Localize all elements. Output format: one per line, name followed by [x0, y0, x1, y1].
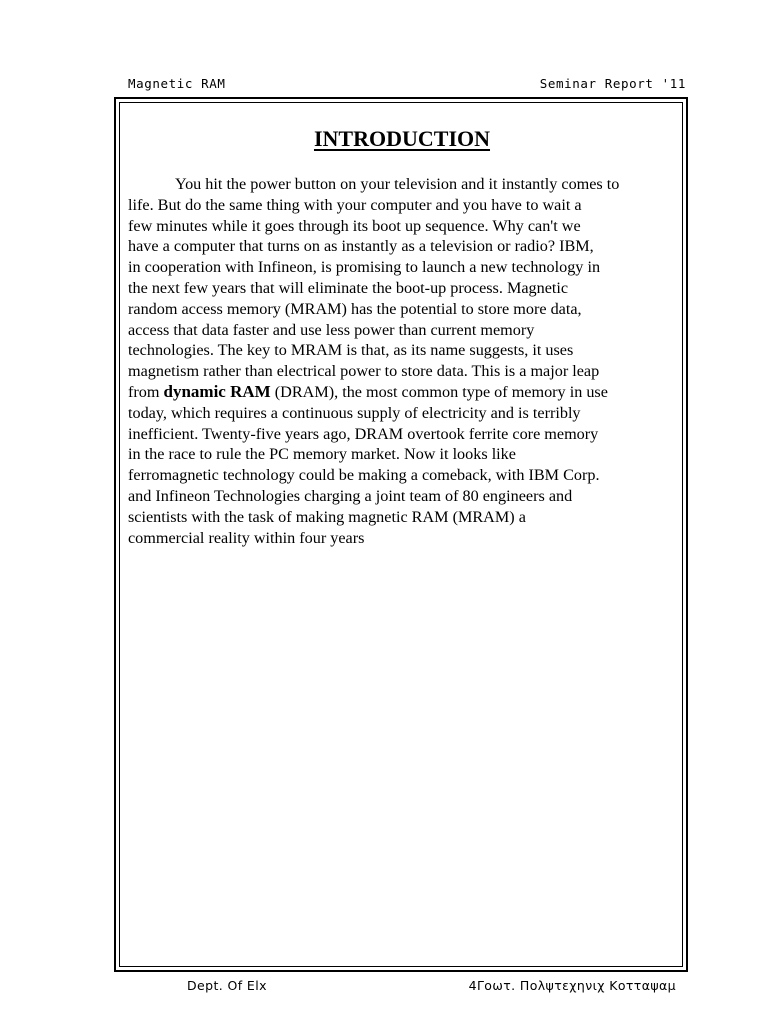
- paragraph-line: random access memory (MRAM) has the potential to store more data,: [128, 299, 582, 318]
- section-title: INTRODUCTION: [313, 126, 491, 151]
- paragraph-line: scientists with the task of making magnetic RAM (MRAM) a: [128, 507, 526, 526]
- term-suffix: (DRAM), the most common type of memory in use: [270, 382, 608, 401]
- paragraph-line: You hit the power button on your television and it instantly comes to: [175, 175, 620, 193]
- paragraph-line: inefficient. Twenty-five years ago, DRAM overtook ferrite core memory: [128, 424, 599, 443]
- paragraph-line: in cooperation with Infineon, is promising to launch a new technology in: [128, 258, 601, 277]
- paragraph-line: ferromagnetic technology could be making a comeback, with IBM Corp.: [128, 466, 600, 485]
- running-footer-college: 4Γοωτ. Πολψτεχηνιχ Κοτταψαμ: [468, 978, 676, 993]
- paragraph-line-with-term: [128, 382, 676, 403]
- running-footer-dept: Dept. Of Elx: [187, 978, 267, 993]
- paragraph-line: today, which requires a continuous supply of electricity and is terribly: [128, 403, 581, 422]
- paragraph-line: life. But do the same thing with your computer and you have to wait a: [128, 195, 582, 214]
- paragraph-line: in the race to rule the PC memory market. Now it looks like: [128, 445, 516, 464]
- paragraph-line: and Infineon Technologies charging a joint team of 80 engineers and: [128, 486, 573, 505]
- paragraph-line: the next few years that will eliminate the boot-up process. Magnetic: [128, 278, 569, 297]
- paragraph-line: commercial reality within four years: [128, 528, 365, 547]
- paragraph-line: access that data faster and use less power than current memory: [128, 320, 535, 339]
- bold-term-dynamic-ram: dynamic RAM: [163, 381, 271, 401]
- body-paragraph: [128, 174, 676, 548]
- paragraph-line: magnetism rather than electrical power to store data. This is a major leap: [128, 362, 600, 381]
- paragraph-line: technologies. The key to MRAM is that, as its name suggests, it uses: [128, 341, 574, 360]
- running-header-report: Seminar Report '11: [539, 76, 686, 91]
- running-header-title: Magnetic RAM: [128, 76, 226, 91]
- paragraph-line: have a computer that turns on as instantly as a television or radio? IBM,: [128, 237, 594, 256]
- paragraph-line: few minutes while it goes through its boot up sequence. Why can't we: [128, 216, 581, 235]
- term-prefix: from: [128, 382, 164, 401]
